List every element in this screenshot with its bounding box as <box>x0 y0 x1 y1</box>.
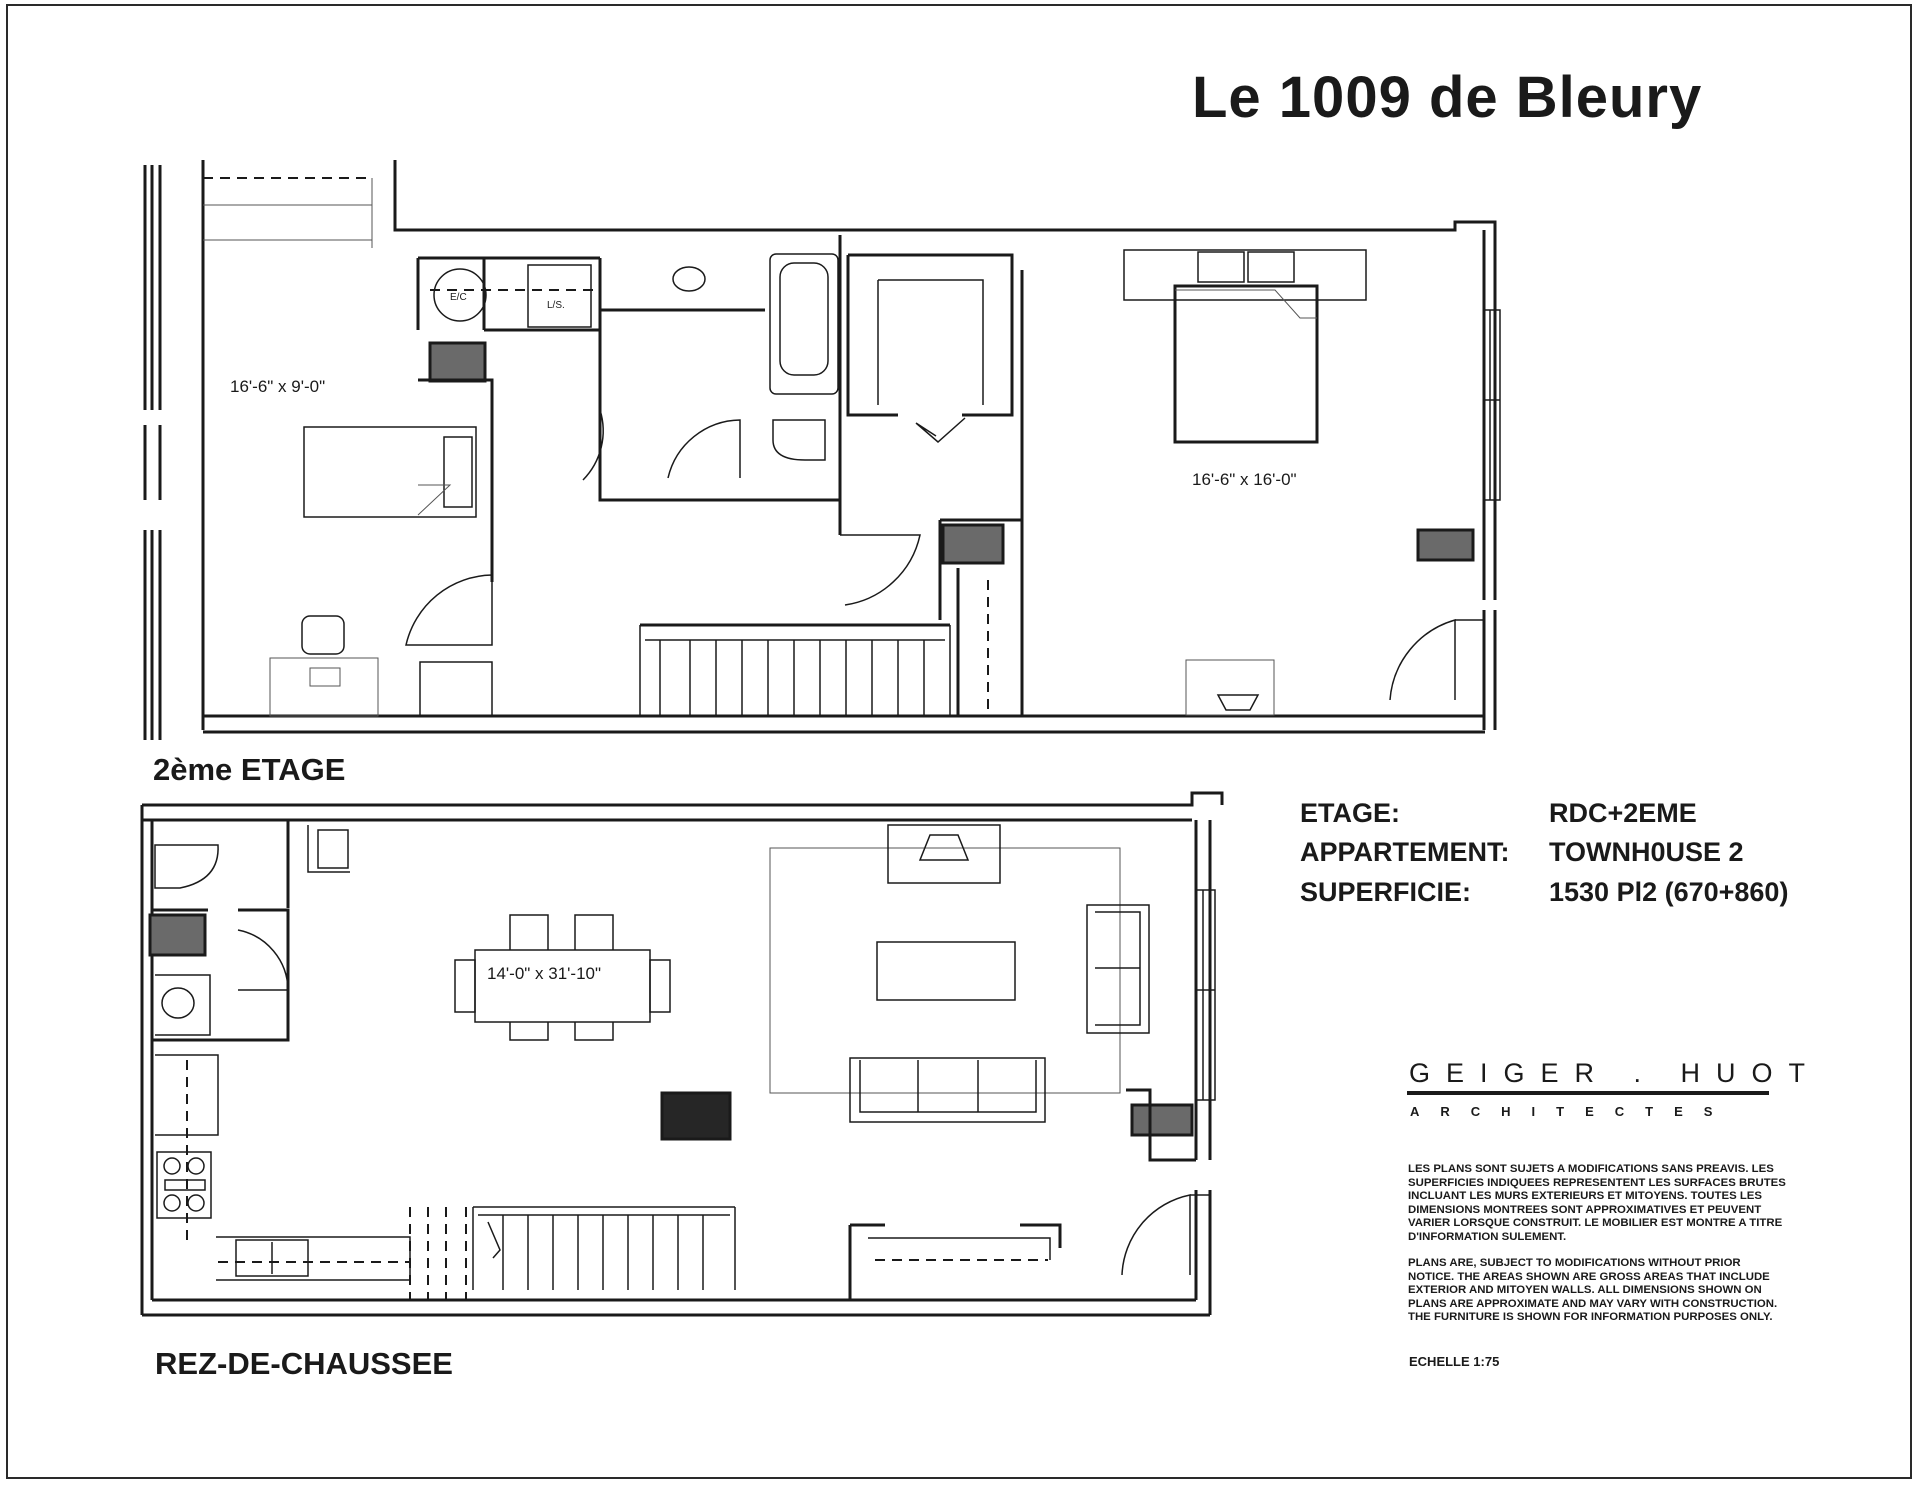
lower-counter <box>216 1237 410 1280</box>
desk-chair <box>302 616 344 654</box>
living-rug <box>770 848 1120 1093</box>
scale-label: ECHELLE 1:75 <box>1409 1354 1500 1369</box>
upper-left-vent <box>430 343 485 381</box>
dresser <box>1186 660 1274 715</box>
lower-room-dimension: 14'-0" x 31'-10" <box>487 964 602 983</box>
burner-2 <box>188 1158 204 1174</box>
bed-fold <box>418 485 450 515</box>
info-key-appartement: APPARTEMENT: <box>1300 837 1510 867</box>
dresser-sink <box>1218 695 1258 710</box>
upper-toilet <box>773 420 825 460</box>
upper-right-wall-lower <box>1484 610 1495 730</box>
bathroom-walls <box>600 235 840 535</box>
upper-room-dimension-2: 16'-6" x 16'-0" <box>1192 470 1297 489</box>
lower-sink <box>162 988 194 1018</box>
info-value-appartement: TOWNH0USE 2 <box>1549 837 1744 867</box>
bathtub-inner <box>780 263 828 375</box>
master-door <box>1390 620 1455 700</box>
lower-right-window <box>1196 890 1215 1100</box>
lower-stair-treads <box>473 1207 735 1290</box>
lower-top-wall <box>142 793 1222 820</box>
entry-door <box>1122 1195 1190 1275</box>
upper-left-window <box>145 165 160 410</box>
desk-monitor <box>310 668 340 686</box>
entry-closet-shelf <box>868 1238 1050 1260</box>
powder-room-door <box>238 930 288 990</box>
lower-bottom-wall <box>142 1300 1210 1315</box>
firm-subtitle: ARCHITECTES <box>1410 1104 1734 1119</box>
fireplace-grill <box>662 1093 730 1139</box>
closet-bifold-door <box>916 418 965 442</box>
sink-vanity <box>155 975 210 1035</box>
master-bed-fold <box>1175 290 1317 318</box>
washer-dryer-label: L/S. <box>547 300 565 311</box>
upper-floor-plan <box>145 160 1500 740</box>
firm-name: GEIGER . HUOT <box>1409 1058 1822 1088</box>
hall-door <box>840 535 920 605</box>
lower-left-vent <box>150 915 205 955</box>
firm-rule <box>1407 1091 1769 1095</box>
upper-mid-vent <box>943 525 1003 563</box>
burner-1 <box>164 1158 180 1174</box>
lower-floor-label: REZ-DE-CHAUSSEE <box>155 1346 453 1381</box>
info-value-superficie: 1530 Pl2 (670+860) <box>1549 877 1789 907</box>
bathroom-door-right <box>668 420 740 478</box>
upper-right-window <box>1484 310 1500 500</box>
bedroom-door <box>406 575 492 645</box>
nightstands <box>1124 250 1366 300</box>
lower-floor-plan <box>142 793 1222 1315</box>
upper-right-vent <box>1418 530 1473 560</box>
info-key-etage: ETAGE: <box>1300 798 1400 828</box>
closet-walls <box>848 255 1012 415</box>
water-heater-label: E/C <box>450 292 467 303</box>
project-title: Le 1009 de Bleury <box>1192 65 1703 130</box>
lower-right-wall-2 <box>1196 1190 1210 1315</box>
sofa-cushions <box>860 1060 1036 1112</box>
entry-closet-walls <box>850 1225 1060 1300</box>
upper-bottom-wall <box>203 716 1485 732</box>
master-bed <box>1175 286 1317 442</box>
upper-left-window-3 <box>145 530 160 740</box>
upper-left-window-2 <box>145 425 160 500</box>
cooktop-controls <box>165 1180 205 1190</box>
bedroom-closet-wall <box>418 380 492 582</box>
upper-stair-treads <box>640 625 950 716</box>
disclaimer-english: PLANS ARE, SUBJECT TO MODIFICATIONS WITHOUT PRIOR NOTICE. THE AREAS SHOWN ARE GROSS AREAS THAT INCLUDE EXTERIOR AND MITOYEN WALLS. ALL DIMENSIONS SHOWN ON PLANS ARE APPROXIMATE AND MAY VARY WITH CONSTRUCTION. THE FURNITURE IS SHOWN FOR INFORMATION PURPOSES ONLY. <box>1408 1257 1778 1324</box>
upper-left-bed <box>304 427 476 517</box>
burner-4 <box>188 1195 204 1211</box>
lower-left-wall <box>142 805 152 1315</box>
master-bed-pillows <box>1198 252 1294 282</box>
burner-3 <box>164 1195 180 1211</box>
stair-arrow <box>488 1222 500 1258</box>
upper-sink <box>673 267 705 291</box>
info-value-etage: RDC+2EME <box>1549 798 1697 828</box>
lower-toilet <box>155 845 218 888</box>
balcony-outline <box>203 178 372 248</box>
lower-small-cabinet <box>318 830 348 868</box>
disclaimer-french: LES PLANS SONT SUJETS A MODIFICATIONS SANS PREAVIS. LES SUPERFICIES INDIQUEES REPRESENTENT LES SURFACES BRUTES INCLUANT LES MURS EXTERIEURS ET MITOYENS. TOUTES LES DIMENSIONS MONTREES SONT APPROXIMATIVES ET PEUVENT VARIER LORSQUE CONSTRUIT. LE MOBILIER EST MONTRE A TITRE D'INFORMATION SULEMENT. <box>1408 1163 1786 1243</box>
bed-pillow <box>444 437 472 507</box>
upper-room-dimension-1: 16'-6" x 9'-0" <box>230 377 326 396</box>
dining-table <box>475 950 650 1022</box>
armchair-cushions <box>1095 912 1140 1025</box>
desk <box>270 658 378 716</box>
upper-floor-label: 2ème ETAGE <box>153 752 346 787</box>
tv-console <box>888 825 1000 883</box>
washer-dryer <box>528 265 591 327</box>
lower-cabinet-outline <box>308 825 350 872</box>
info-key-superficie: SUPERFICIE: <box>1300 877 1472 907</box>
lower-stair-dashes <box>410 1207 466 1300</box>
upper-closet <box>420 662 492 716</box>
coffee-table <box>877 942 1015 1000</box>
upper-top-wall <box>395 160 1495 230</box>
lower-right-vent <box>1132 1105 1192 1135</box>
closet-interior <box>878 280 983 405</box>
